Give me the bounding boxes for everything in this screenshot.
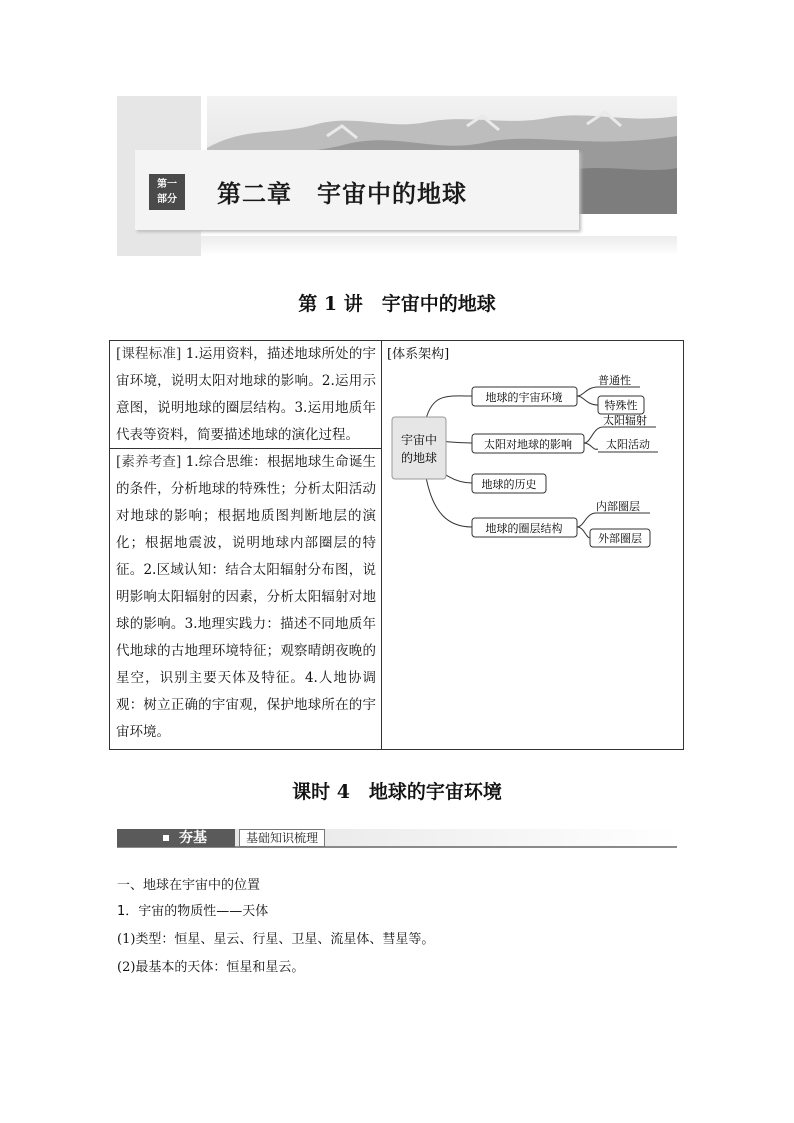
mindmap-center-line1: 宇宙中 (400, 433, 438, 447)
chapter-banner (117, 96, 677, 256)
mindmap-branch-label: 太阳对地球的影响 (484, 438, 572, 451)
mindmap-leaf: 太阳活动 (606, 438, 650, 451)
section-bar (117, 829, 677, 853)
chapter-title: 第二章 宇宙中的地球 (217, 180, 467, 208)
curriculum-standard-cell (116, 341, 376, 449)
mindmap-branch-label: 地球的圈层结构 (485, 522, 563, 535)
mindmap-leaf: 太阳辐射 (603, 414, 647, 427)
section-sublabel: 基础知识梳理 (239, 829, 325, 847)
section-label: 夯基 (179, 830, 207, 846)
banner-fade (201, 236, 677, 256)
mindmap-leaf: 特殊性 (604, 399, 638, 412)
mindmap-leaf: 内部圈层 (596, 500, 640, 513)
framework-tag: [体系架构] (387, 347, 450, 362)
framework-mindmap (388, 363, 683, 583)
standards-left-column (110, 341, 382, 749)
section-bar-dark (117, 829, 235, 847)
body-heading-2: 1．宇宙的物质性——天体 (117, 904, 269, 919)
body-heading-1: 一、地球在宇宙中的位置 (117, 878, 261, 893)
lesson-title: 课时 4 地球的宇宙环境 (292, 781, 502, 803)
literacy-text: 1.综合思维：根据地球生命诞生的条件，分析地球的特殊性；分析太阳活动对地球的影响；根据地质图判断地层的演化；根据地震波，说明地球内部圈层的特征。2.区域认知：结合太阳辐射分布图，说明影响太阳辐射的因素，分析太阳辐射对地球的影响。3.地理实践力：描述不同地质年代地球的古地理环境特征；观察晴朗夜晚的星空，识别主要天体及特征。4.人地协调观：树立正确的宇宙观，保护地球所在的宇宙环境。 (116, 454, 376, 740)
part-badge (149, 174, 185, 210)
curriculum-text: 1.运用资料，描述地球所处的宇宙环境，说明太阳对地球的影响。2.运用示意图，说明地球的圈层结构。3.运用地质年代表等资料，简要描述地球的演化过程。 (116, 346, 376, 443)
mindmap-branch-label: 地球的宇宙环境 (485, 391, 563, 404)
mindmap-branch-label: 地球的历史 (481, 478, 537, 491)
literacy-tag: [素养考查] (116, 454, 182, 470)
square-bullet-icon (163, 835, 169, 841)
mindmap-leaf: 普通性 (598, 374, 631, 387)
standards-table (109, 340, 684, 750)
body-item-1: (1)类型：恒星、星云、行星、卫星、流星体、彗星等。 (117, 932, 435, 947)
lecture-title: 第 1 讲 宇宙中的地球 (298, 293, 496, 315)
part-badge-line2: 部分 (157, 194, 177, 205)
part-badge-line1: 第一 (157, 179, 177, 190)
body-item-2: (2)最基本的天体：恒星和星云。 (117, 960, 305, 975)
mindmap-center-node (392, 417, 446, 479)
curriculum-tag: [课程标准] (116, 346, 182, 362)
mindmap-leaf: 外部圈层 (598, 532, 642, 545)
mindmap-connectors (426, 387, 603, 538)
literacy-cell (116, 449, 376, 746)
mindmap-center-line2: 的地球 (400, 451, 438, 465)
